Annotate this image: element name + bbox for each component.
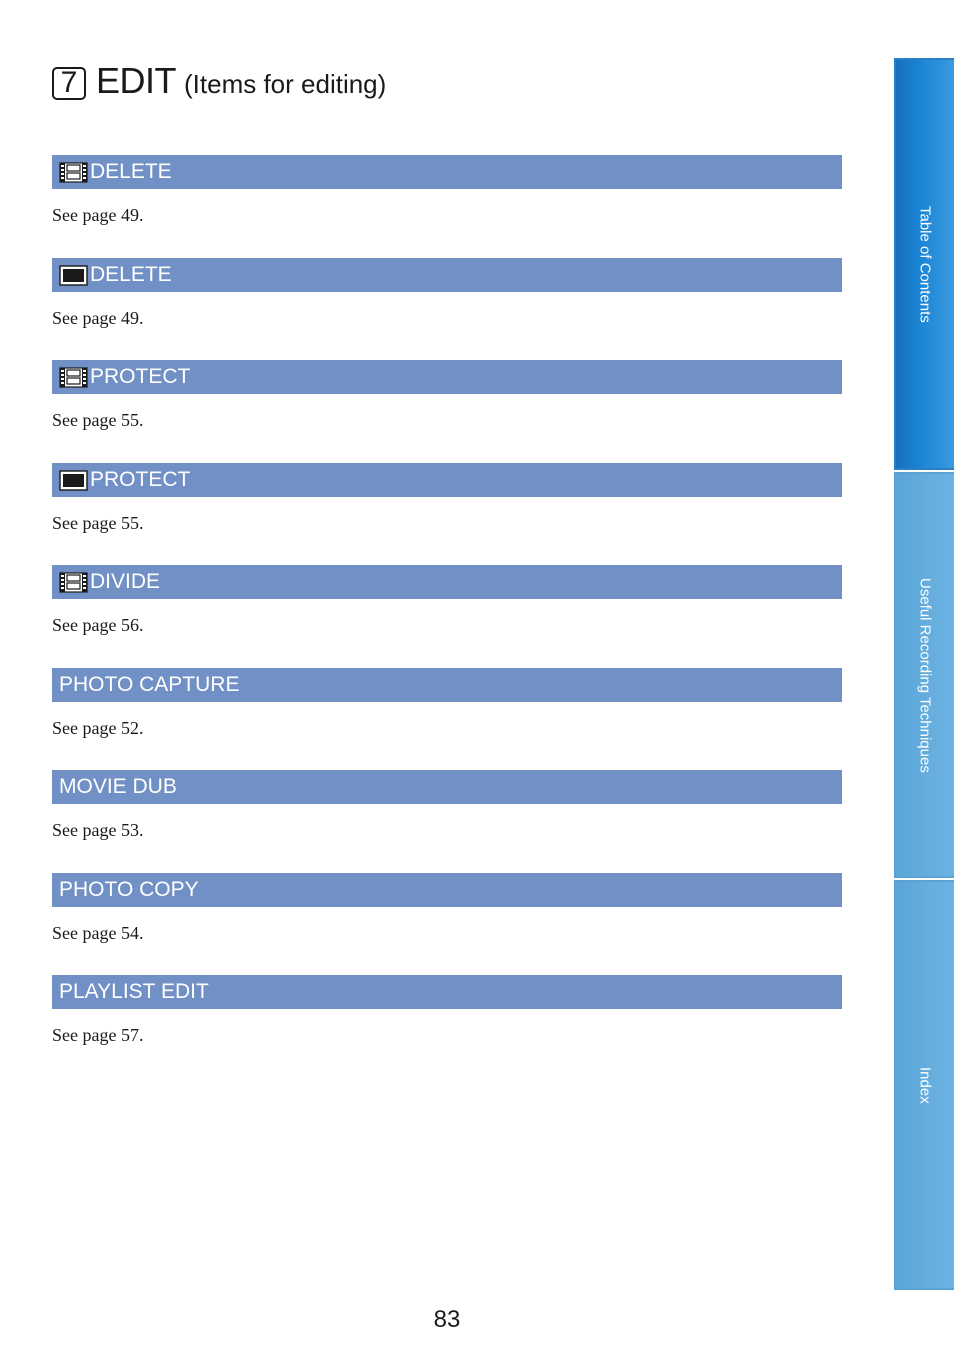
section-playlist-edit <box>52 975 842 1046</box>
section-description: See page 53. <box>52 820 144 840</box>
movie-film-icon <box>59 571 88 594</box>
section-photo-capture <box>52 668 842 739</box>
section-bar <box>52 258 842 292</box>
section-bar <box>52 975 842 1009</box>
section-label: PROTECT <box>90 365 191 388</box>
section-description: See page 49. <box>52 308 144 328</box>
section-label: PHOTO CAPTURE <box>59 673 240 696</box>
section-label: DELETE <box>90 160 172 183</box>
section-bar <box>52 873 842 907</box>
section-movie-dub <box>52 770 842 841</box>
section-label: PROTECT <box>90 468 191 491</box>
tab-label: Useful Recording Techniques <box>916 577 934 773</box>
section-label: PLAYLIST EDIT <box>59 980 209 1003</box>
section-description: See page 55. <box>52 513 144 533</box>
section-label: MOVIE DUB <box>59 775 177 798</box>
section-bar <box>52 565 842 599</box>
photo-still-icon <box>59 469 88 492</box>
section-description: See page 49. <box>52 205 144 225</box>
section-description: See page 52. <box>52 718 144 738</box>
tab-useful-recording-techniques[interactable] <box>894 472 954 878</box>
section-label: PHOTO COPY <box>59 878 199 901</box>
section-label: DIVIDE <box>90 570 161 593</box>
section-description: See page 56. <box>52 615 144 635</box>
section-divide <box>52 565 842 636</box>
section-description: See page 55. <box>52 410 144 430</box>
section-bar <box>52 155 842 189</box>
section-bar <box>52 668 842 702</box>
tab-label: Table of Contents <box>916 205 934 323</box>
title-subtitle: (Items for editing) <box>184 69 387 99</box>
movie-film-icon <box>59 161 88 184</box>
tab-table-of-contents[interactable] <box>894 58 954 470</box>
section-bar <box>52 770 842 804</box>
section-delete-photo <box>52 258 842 329</box>
section-protect-movie <box>52 360 842 431</box>
section-label: DELETE <box>90 263 172 286</box>
title-main: EDIT <box>96 60 177 101</box>
menu-number-badge: 7 <box>52 67 86 100</box>
section-description: See page 57. <box>52 1025 144 1045</box>
side-navigation <box>894 58 954 1290</box>
section-delete-movie <box>52 155 842 226</box>
page-number: 83 <box>433 1306 461 1333</box>
section-bar <box>52 360 842 394</box>
page-title <box>52 60 386 110</box>
tab-label: Index <box>916 1066 934 1104</box>
section-photo-copy <box>52 873 842 944</box>
tab-index[interactable] <box>894 880 954 1290</box>
section-protect-photo <box>52 463 842 534</box>
section-description: See page 54. <box>52 923 144 943</box>
photo-still-icon <box>59 264 88 287</box>
movie-film-icon <box>59 366 88 389</box>
section-bar <box>52 463 842 497</box>
